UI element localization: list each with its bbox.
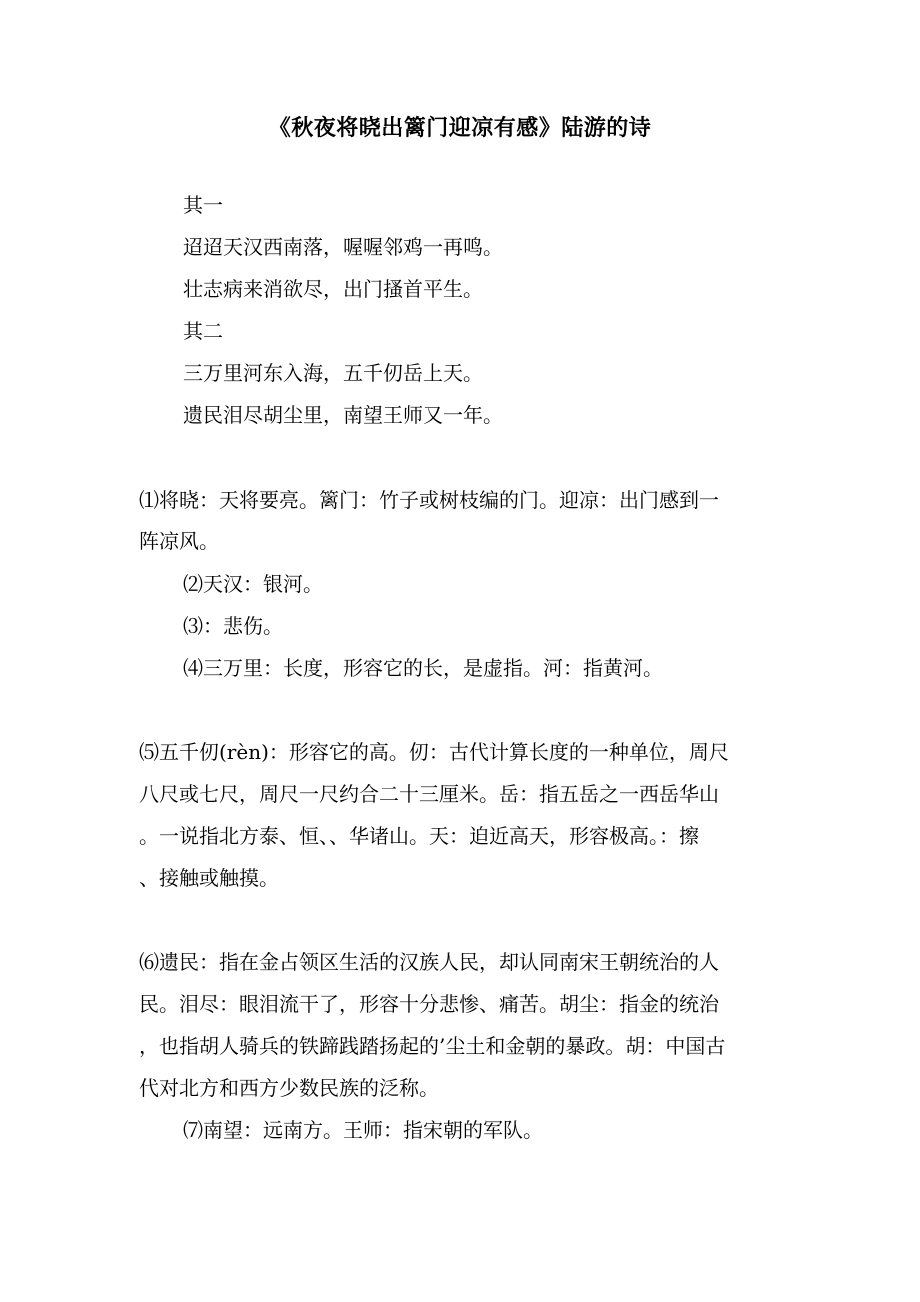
note-line: 民。泪尽：眼泪流干了，形容十分悲惨、痛苦。胡尘：指金的统治 <box>139 992 719 1016</box>
note-line: 阵凉风。 <box>139 529 219 553</box>
note-line: 。一说指北方泰、恒、、华诸山。天：迫近高天，形容极高。：擦 <box>139 824 699 848</box>
note-line: ⑹遗民：指在金占领区生活的汉族人民，却认同南宋王朝统治的人 <box>139 950 719 974</box>
poem-part1-label: 其一 <box>183 193 223 217</box>
poem-line: 三万里河东入海，五千仞岳上天。 <box>183 361 483 385</box>
note-line: 八尺或七尺，周尺一尺约合二十三厘米。岳：指五岳之一西岳华山 <box>139 782 719 806</box>
note-line: ，也指胡人骑兵的铁蹄践踏扬起的’尘土和金朝的暴政。胡：中国古 <box>139 1034 726 1058</box>
note-line: ⑴将晓：天将要亮。篱门：竹子或树枝编的门。迎凉：出门感到一 <box>139 488 719 512</box>
note-line: ⑵天汉：银河。 <box>183 572 323 596</box>
note-line: ⑷三万里：长度，形容它的长，是虚指。河：指黄河。 <box>183 656 663 680</box>
poem-line: 迢迢天汉西南落，喔喔邻鸡一再鸣。 <box>183 235 503 259</box>
poem-line: 遗民泪尽胡尘里，南望王师又一年。 <box>183 403 503 427</box>
document-title: 《秋夜将晓出篱门迎凉有感》陆游的诗 <box>268 115 652 141</box>
note-line: ⑸五千仞(rèn)：形容它的高。仞：古代计算长度的一种单位，周尺 <box>139 740 729 764</box>
poem-line: 壮志病来消欲尽，出门搔首平生。 <box>183 277 483 301</box>
note-line: 、接触或触摸。 <box>139 866 279 890</box>
note-line: ⑺南望：远南方。王师：指宋朝的军队。 <box>183 1118 543 1142</box>
poem-part2-label: 其二 <box>183 319 223 343</box>
note-line: 代对北方和西方少数民族的泛称。 <box>139 1076 439 1100</box>
note-line: ⑶：悲伤。 <box>183 614 283 638</box>
